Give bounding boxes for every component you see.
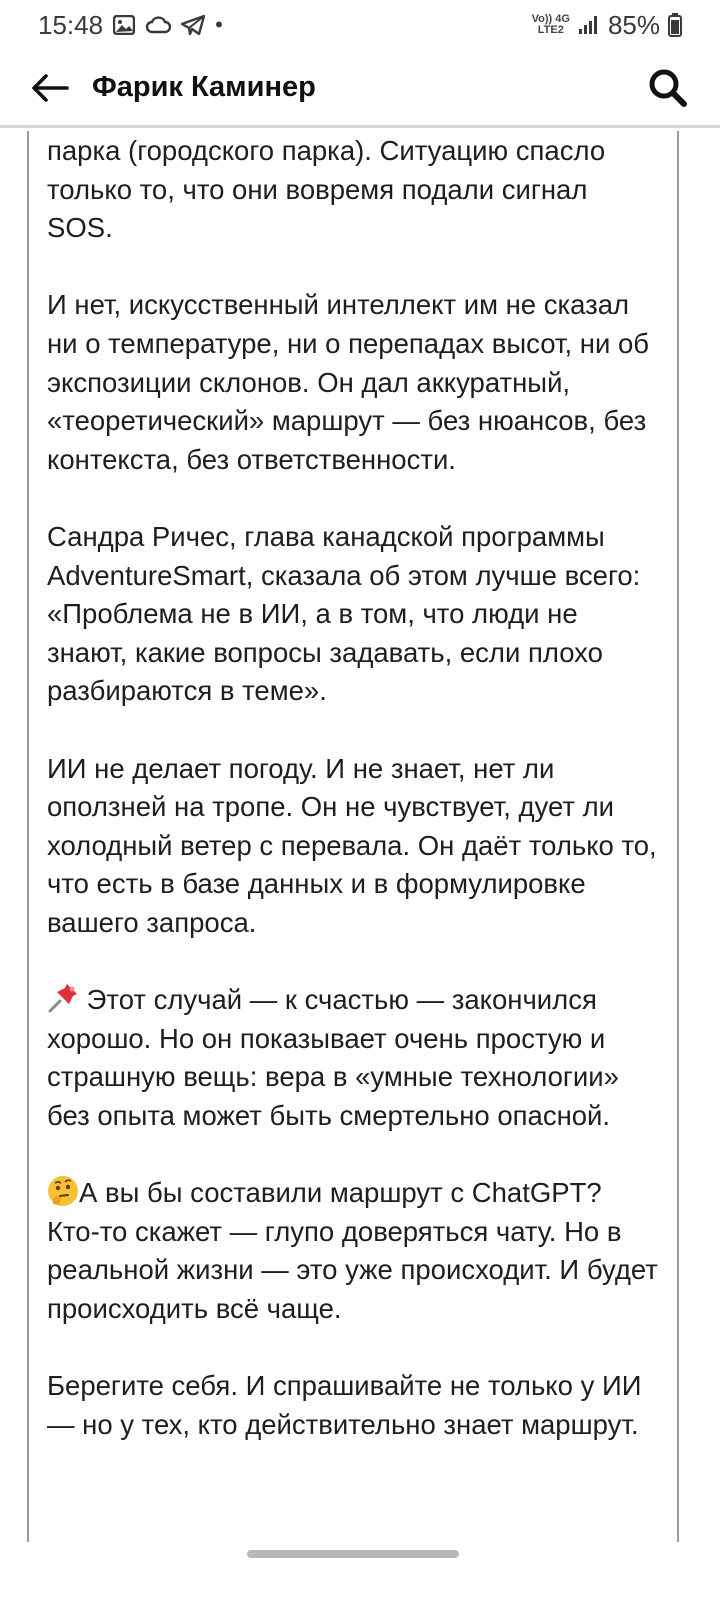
battery-icon xyxy=(668,13,682,37)
arrow-left-icon xyxy=(31,73,69,103)
battery-percent: 85% xyxy=(607,9,660,40)
cloud-icon xyxy=(145,16,171,34)
search-button[interactable] xyxy=(644,64,692,112)
page-title: Фарик Каминер xyxy=(92,71,316,103)
post-text xyxy=(29,132,677,1444)
post-content-frame[interactable] xyxy=(27,131,679,1542)
signal-icon xyxy=(578,15,600,35)
notification-dot: • xyxy=(215,12,223,37)
post-paragraph-thinking xyxy=(47,1174,659,1328)
post-paragraph: парка (городского парка). Ситуацию спасло только то, что они вовремя подали сигнал SOS. xyxy=(47,135,606,244)
thinking-face-icon xyxy=(47,1175,79,1207)
back-button[interactable] xyxy=(28,66,72,110)
app-bar xyxy=(0,50,720,128)
post-paragraph-text: А вы бы составили маршрут с ChatGPT? Кто-то скажет — глупо доверяться чату. Но в реальной жизни — это уже происходит. И будет происходить всё чаще. xyxy=(47,1177,658,1324)
post-paragraph: ИИ не делает погоду. И не знает, нет ли оползней на тропе. Он не чувствует, дует ли холодный ветер с перевала. Он даёт только то, что есть в базе данных и в формулировке вашего запроса. xyxy=(47,752,657,938)
network-type-bottom: LTE2 xyxy=(537,24,564,36)
status-left xyxy=(38,10,223,41)
post-paragraph: Сандра Ричес, глава канадской программы AdventureSmart, сказала об этом лучше всего: «Проблема не в ИИ, а в том, что люди не знают, какие вопросы задавать, если плохо разбираются в теме». xyxy=(47,520,641,707)
clock: 15:48 xyxy=(38,9,104,40)
post-paragraph: И нет, искусственный интеллект им не сказал ни о температуре, ни о перепадах высот, ни об экспозиции склонов. Он дал аккуратный, «теоретический» маршрут — без нюансов, без контекста, без ответственности. xyxy=(47,289,649,475)
search-icon xyxy=(648,68,688,108)
status-right xyxy=(532,10,682,41)
status-bar xyxy=(0,0,720,50)
network-type-top: Vo)) 4G xyxy=(531,13,570,25)
wifi-calling-icon xyxy=(532,14,570,36)
image-icon xyxy=(113,15,135,35)
pushpin-icon xyxy=(47,982,79,1014)
post-paragraph-text: Этот случай — к счастью — закончился хорошо. Но он показывает очень простую и страшную вещь: вера в «умные технологии» без опыта может быть смертельно опасной. xyxy=(47,984,619,1131)
post-paragraph-pin xyxy=(47,981,659,1135)
post-paragraph: Берегите себя. И спрашивайте не только у ИИ — но у тех, кто действительно знает маршрут. xyxy=(47,1370,642,1440)
home-indicator[interactable] xyxy=(247,1550,459,1558)
telegram-icon xyxy=(181,15,205,35)
